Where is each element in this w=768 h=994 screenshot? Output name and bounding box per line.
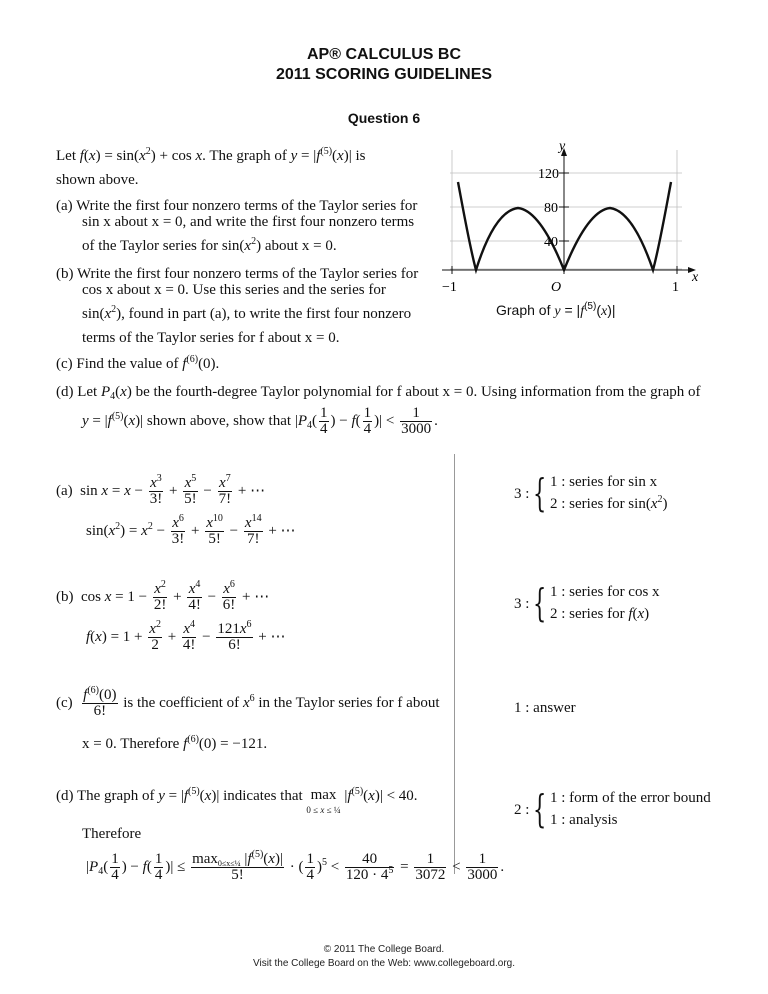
score-a-item2: 2 : series for $\sin(x^2)$: [550, 494, 668, 512]
question-title: Question 6: [347, 110, 421, 126]
y-axis-label: y: [559, 140, 566, 154]
score-d-item1: 1 : form of the error bound: [550, 790, 711, 806]
score-b-item2: 2 : series for f(x): [550, 606, 650, 622]
score-a-points: 3 :: [514, 486, 530, 502]
part-d-line2: $y = |f^{(5)}(x)|$ shown above, show that $|P_4$( $\frac{1}{4}$ ) − f( $\frac{1}{4}$ )| < $\frac{1}{3000}$ .: [82, 405, 438, 437]
column-divider: [454, 454, 455, 874]
sol-a-sinx2: $\sin(x^2) = x^2$ − $\frac{x^6}{3!}$ + $\frac{x^{10}}{5!}$ − $\frac{x^{14}}{7!}$ + ⋯: [86, 513, 296, 547]
footer-website: Visit the College Board on the Web: www.collegeboard.org.: [252, 958, 515, 969]
part-d-line1: (d) Let $P_4(x)$ be the fourth-degree Taylor polynomial for f about x = 0. Using information from the graph of: [56, 384, 701, 402]
sol-b-cos: (b) cos x = 1 − $\frac{x^2}{2!}$ + $\frac{x^4}{4!}$ − $\frac{x^6}{6!}$ + ⋯: [56, 579, 270, 613]
sol-d-therefore: Therefore: [82, 826, 142, 842]
x-tick-1: 1: [672, 280, 679, 295]
part-c-prompt: (c) Find the value of $f^{(6)}(0)$.: [56, 354, 220, 372]
score-b-item1: 1 : series for cos x: [550, 584, 660, 600]
score-b-points: 3 :: [514, 596, 530, 612]
graph-caption: Graph of $y = |f^{(5)}(x)|$: [496, 301, 616, 319]
score-b-brace: {: [533, 581, 547, 625]
footer-copyright: © 2011 The College Board.: [323, 944, 445, 955]
score-c-item1: 1 : answer: [514, 700, 576, 716]
score-d-brace: {: [533, 787, 547, 831]
y-tick-120: 120: [538, 167, 559, 182]
score-a-item1: 1 : series for sin x: [550, 474, 658, 490]
x-tick-neg1: −1: [442, 280, 457, 295]
header-title: AP® CALCULUS BC: [306, 46, 461, 63]
sol-c-line2: x = 0. Therefore $f^{(6)}(0) = -121$.: [82, 734, 268, 752]
score-d-item2: 1 : analysis: [550, 812, 618, 828]
sol-c-line1: (c) $\frac{f^{(6)}(0)}{6!}$ is the coefficient of $x^6$ in the Taylor series for f about: [56, 685, 440, 719]
part-a-line2: sin x about x = 0, and write the first four nonzero terms: [82, 214, 415, 230]
x-axis-label: x: [692, 270, 699, 285]
intro-shown: shown above.: [56, 172, 139, 188]
part-b-line4: terms of the Taylor series for f about x = 0.: [82, 330, 340, 346]
intro-line: Let $f(x) = \sin(x^2) + \cos x$. The graph of $y = |f^{(5)}(x)|$ is: [56, 146, 366, 164]
y-tick-80: 80: [544, 201, 558, 216]
y-tick-40: 40: [544, 235, 558, 250]
score-a-brace: {: [533, 471, 547, 515]
part-a-line3: of the Taylor series for $\sin(x^2)$ about x = 0.: [82, 236, 337, 254]
score-d-points: 2 :: [514, 802, 530, 818]
header-subtitle: 2011 SCORING GUIDELINES: [275, 66, 493, 83]
sol-a-sin: (a) sin x = x − $\frac{x^3}{3!}$ + $\frac{x^5}{5!}$ − $\frac{x^7}{7!}$ + ⋯: [56, 473, 266, 507]
part-a-line1: (a) Write the first four nonzero terms of the Taylor series for: [56, 198, 418, 214]
part-b-line1: (b) Write the first four nonzero terms of the Taylor series for: [56, 266, 419, 282]
part-b-line3: $\sin(x^2)$, found in part (a), to write the first four nonzero: [82, 304, 412, 322]
sol-d-line1: (d) The graph of $y = |f^{(5)}(x)|$ indicates that max 0 ≤ x ≤ ¼ $|f^{(5)}(x)| < 40$.: [56, 786, 418, 815]
part-b-line2: cos x about x = 0. Use this series and the series for: [82, 282, 386, 298]
sol-b-f: f(x) = 1 + $\frac{x^2}{2}$ + $\frac{x^4}{4!}$ − $\frac{121x^6}{6!}$ + ⋯: [86, 619, 286, 653]
sol-d-inequality: $|P_4$( $\frac{1}{4}$ ) − f( $\frac{1}{4}$ )| ≤ $\frac{\max_{0\le x\le\frac{1}{4}} |f^{(5)}(x)|}{5!}$ · ( $\frac{1}{4}$ )$^5$ < $\frac{40}{120 \cdot 4^5}$ = $\frac{1}{3072}$ < $\frac{1}{3000}$ .: [86, 849, 505, 883]
origin-label: O: [551, 280, 562, 295]
